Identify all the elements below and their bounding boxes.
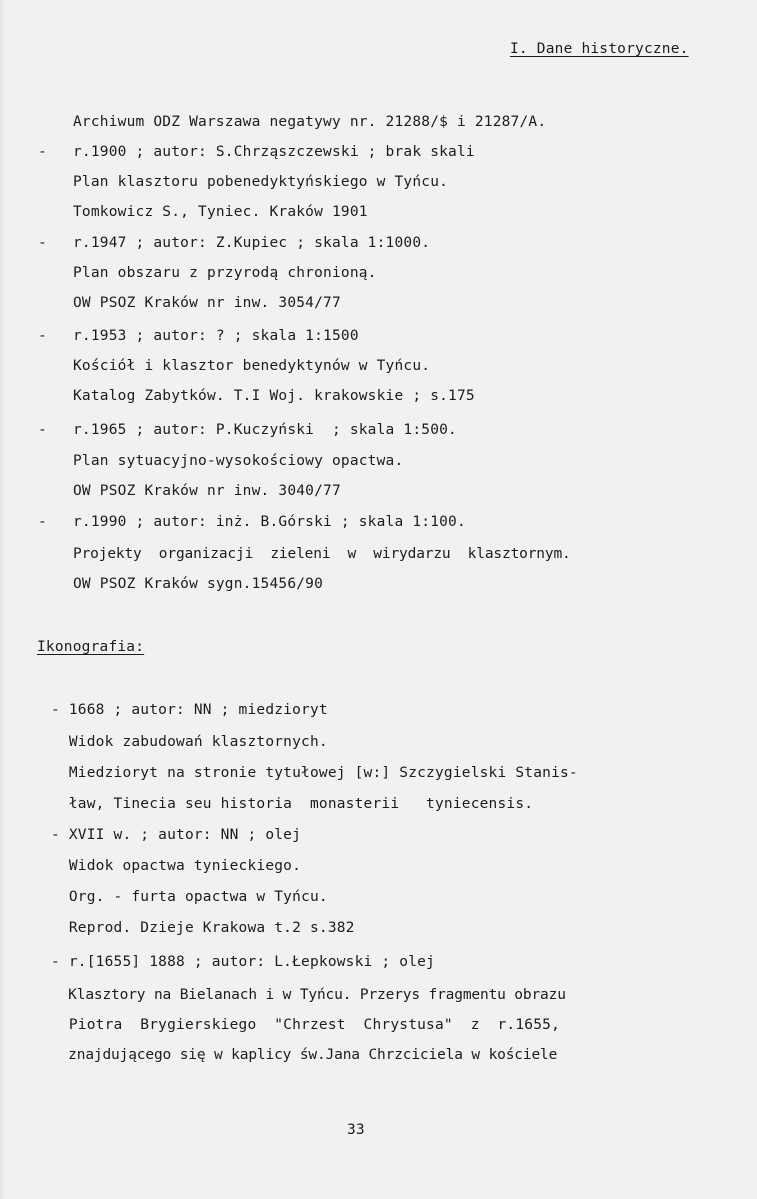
list-marker: - <box>38 422 47 438</box>
section-header: I. Dane historyczne. <box>510 41 689 57</box>
list-item: r.1990 ; autor: inż. B.Górski ; skala 1:100. <box>73 514 466 530</box>
list-item: Projekty organizacji zieleni w wirydarzu klasztornym. <box>73 546 571 562</box>
list-item: Reprod. Dzieje Krakowa t.2 s.382 <box>51 920 355 936</box>
list-item: Plan klasztoru pobenedyktyńskiego w Tyńcu. <box>73 174 449 190</box>
list-item: Org. - furta opactwa w Tyńcu. <box>51 889 328 905</box>
list-item: - XVII w. ; autor: NN ; olej <box>51 827 302 843</box>
list-item: OW PSOZ Kraków sygn.15456/90 <box>73 576 324 592</box>
list-item: Miedzioryt na stronie tytułowej [w:] Szczygielski Stanis- <box>51 765 578 781</box>
list-item: r.1947 ; autor: Z.Kupiec ; skala 1:1000. <box>73 235 431 251</box>
list-item: Plan sytuacyjno-wysokościowy opactwa. <box>73 453 404 469</box>
page-edge-shadow <box>0 0 6 1199</box>
list-item: Tomkowicz S., Tyniec. Kraków 1901 <box>73 204 368 220</box>
list-item: - 1668 ; autor: NN ; miedzioryt <box>51 702 328 718</box>
list-item: r.1900 ; autor: S.Chrząszczewski ; brak skali <box>73 144 475 160</box>
list-item: OW PSOZ Kraków nr inw. 3040/77 <box>73 483 341 499</box>
iconography-heading: Ikonografia: <box>37 639 145 655</box>
list-marker: - <box>38 514 47 530</box>
page-number: 33 <box>347 1122 365 1138</box>
list-marker: - <box>38 328 47 344</box>
list-item: r.1965 ; autor: P.Kuczyński ; skala 1:500. <box>73 422 457 438</box>
list-item: Piotra Brygierskiego "Chrzest Chrystusa" z r.1655, <box>51 1017 560 1033</box>
list-item: znajdującego się w kaplicy św.Jana Chrzciciela w kościele <box>51 1047 558 1063</box>
list-item: ław, Tinecia seu historia monasterii tyniecensis. <box>51 796 534 812</box>
list-item: - r.[1655] 1888 ; autor: L.Łepkowski ; olej <box>51 954 435 970</box>
list-item: Archiwum ODZ Warszawa negatywy nr. 21288/$ i 21287/A. <box>73 114 547 130</box>
list-item: r.1953 ; autor: ? ; skala 1:1500 <box>73 328 359 344</box>
list-item: Plan obszaru z przyrodą chronioną. <box>73 265 377 281</box>
list-item: Kościół i klasztor benedyktynów w Tyńcu. <box>73 358 431 374</box>
list-item: Widok opactwa tynieckiego. <box>51 858 302 874</box>
list-item: Klasztory na Bielanach i w Tyńcu. Przerys fragmentu obrazu <box>51 987 566 1003</box>
list-item: Widok zabudowań klasztornych. <box>51 734 328 750</box>
list-marker: - <box>38 144 47 160</box>
list-item: OW PSOZ Kraków nr inw. 3054/77 <box>73 295 341 311</box>
list-marker: - <box>38 235 47 251</box>
list-item: Katalog Zabytków. T.I Woj. krakowskie ; s.175 <box>73 388 475 404</box>
